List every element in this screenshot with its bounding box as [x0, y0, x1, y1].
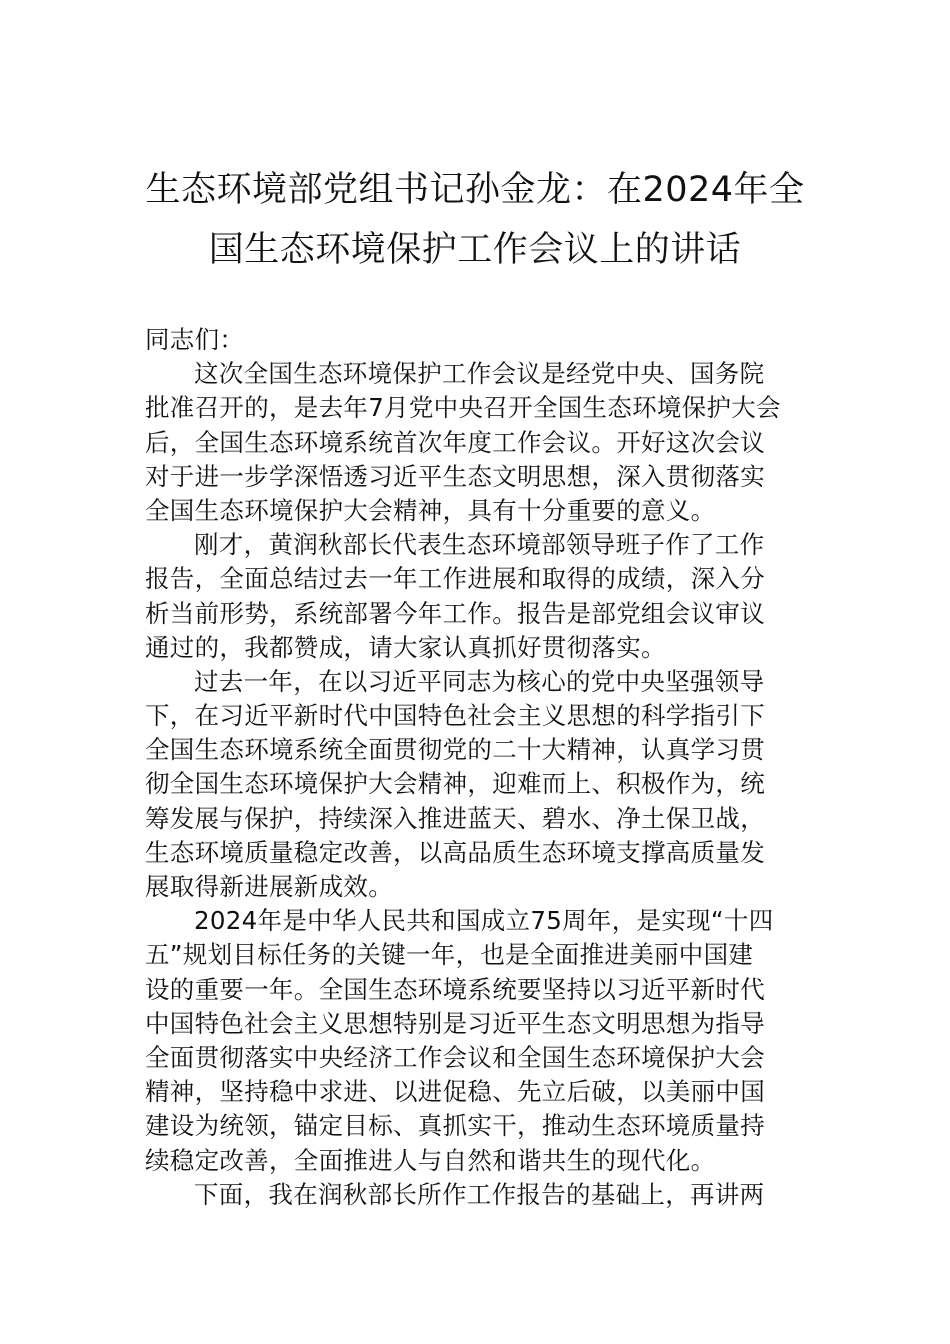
document-title — [130, 160, 820, 280]
paragraph-line: 中国特色社会主义思想特别是习近平生态文明思想为指导 — [145, 1008, 765, 1038]
paragraph-line: 报告，全面总结过去一年工作进展和取得的成绩，深入分 — [145, 564, 765, 594]
paragraph-line: 后，全国生态环境系统首次年度工作会议。开好这次会议 — [145, 427, 765, 457]
paragraph-line: 对于进一步学深悟透习近平生态文明思想，深入贯彻落实 — [145, 461, 765, 491]
paragraph-line: 全国生态环境保护大会精神，具有十分重要的意义。 — [145, 495, 716, 525]
paragraph-4 — [145, 904, 807, 1178]
paragraph-line: 析当前形势，系统部署今年工作。报告是部党组会议审议 — [145, 598, 765, 628]
paragraph-1 — [145, 357, 807, 528]
paragraph-line: 五”规划目标任务的关键一年，也是全面推进美丽中国建 — [145, 940, 754, 970]
paragraph-line: 精神，坚持稳中求进、以进促稳、先立后破，以美丽中国 — [145, 1077, 765, 1107]
paragraph-5 — [145, 1178, 807, 1212]
document-body — [145, 323, 807, 1212]
paragraph-line: 生态环境质量稳定改善，以高品质生态环境支撑高质量发 — [145, 837, 765, 867]
paragraph-line: 2024年是中华人民共和国成立75周年，是实现“十四 — [194, 906, 774, 936]
salutation: 同志们： — [145, 325, 245, 354]
paragraph-line: 展取得新进展新成效。 — [145, 872, 393, 901]
paragraph-line: 刚才，黄润秋部长代表生态环境部领导班子作了工作 — [194, 530, 765, 560]
paragraph-line: 过去一年，在以习近平同志为核心的党中央坚强领导 — [194, 666, 765, 696]
paragraph-line: 筹发展与保护，持续深入推进蓝天、碧水、净土保卫战， — [145, 803, 765, 833]
paragraph-3 — [145, 665, 807, 904]
paragraph-line: 设的重要一年。全国生态环境系统要坚持以习近平新时代 — [145, 974, 765, 1004]
title-line-1: 生态环境部党组书记孙金龙：在2024年全 — [145, 170, 805, 210]
paragraph-2 — [145, 528, 807, 665]
paragraph-line: 这次全国生态环境保护工作会议是经党中央、国务院 — [194, 359, 765, 389]
paragraph-line: 彻全国生态环境保护大会精神，迎难而上、积极作为，统 — [145, 769, 765, 799]
title-line-2: 国生态环境保护工作会议上的讲话 — [208, 230, 742, 270]
paragraph-line: 下，在习近平新时代中国特色社会主义思想的科学指引下 — [145, 701, 765, 731]
paragraph-line: 续稳定改善，全面推进人与自然和谐共生的现代化。 — [145, 1145, 716, 1175]
paragraph-line: 全国生态环境系统全面贯彻党的二十大精神，认真学习贯 — [145, 735, 765, 765]
paragraph-line: 全面贯彻落实中央经济工作会议和全国生态环境保护大会 — [145, 1042, 765, 1072]
paragraph-line: 批准召开的，是去年7月党中央召开全国生态环境保护大会 — [145, 393, 781, 423]
paragraph-line: 建设为统领，锚定目标、真抓实干，推动生态环境质量持 — [145, 1111, 765, 1141]
paragraph-line: 下面，我在润秋部长所作工作报告的基础上，再讲两 — [194, 1179, 765, 1209]
paragraph-line: 通过的，我都赞成，请大家认真抓好贯彻落实。 — [145, 632, 666, 662]
